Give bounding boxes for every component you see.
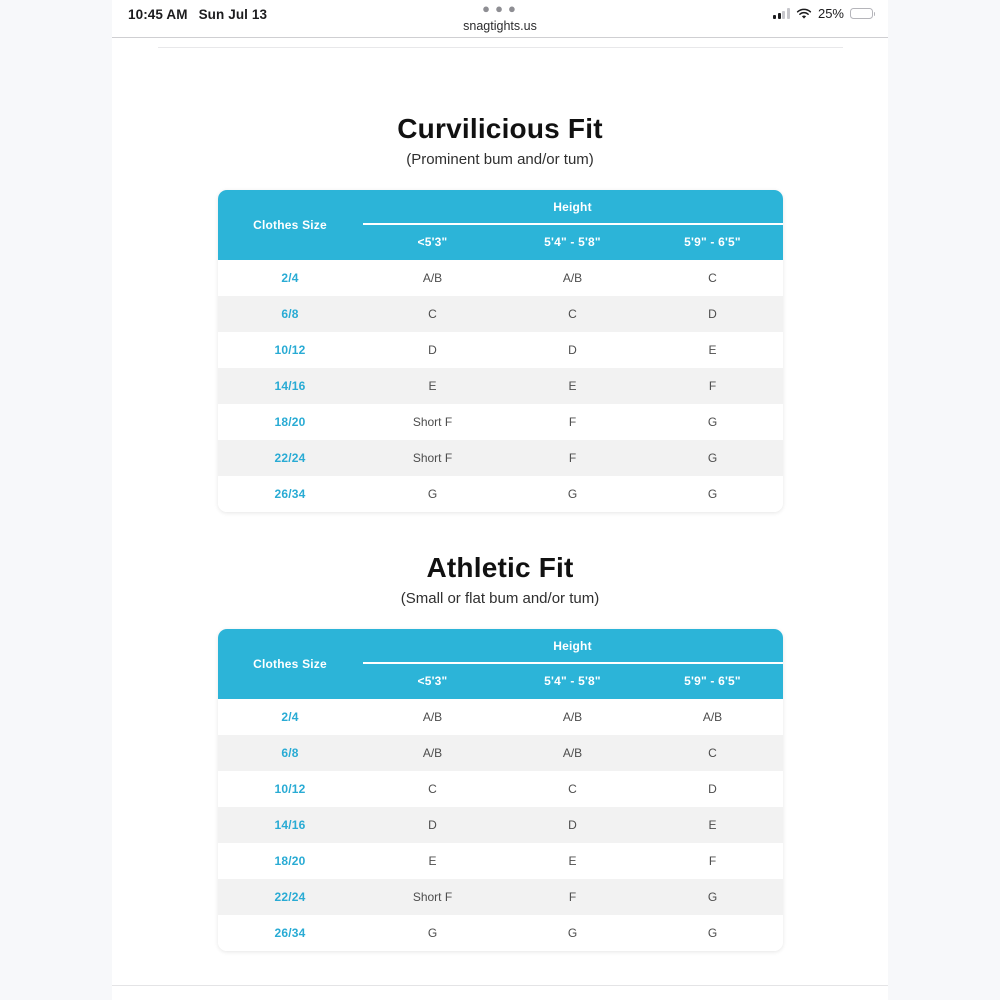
table-row <box>218 915 783 951</box>
cup-size-cell: Short F <box>412 890 453 904</box>
cup-size-cell: G <box>567 487 578 501</box>
cup-size-cell: F <box>568 890 577 904</box>
height-range-header: 5'9" - 6'5" <box>684 674 741 689</box>
status-date: Sun Jul 13 <box>198 7 268 22</box>
size-guide-sections <box>112 114 888 951</box>
cup-size-cell: F <box>708 854 717 868</box>
table-row <box>218 735 783 771</box>
battery-icon <box>850 8 875 19</box>
cup-size-cell: A/B <box>422 271 443 285</box>
table-row <box>218 260 783 296</box>
cup-size-cell: Short F <box>412 451 453 465</box>
size-table <box>218 190 783 512</box>
cup-size-cell: A/B <box>562 746 583 760</box>
cup-size-cell: D <box>428 343 437 357</box>
clothes-size-cell: 2/4 <box>281 271 299 285</box>
cup-size-cell: F <box>568 415 577 429</box>
content-top-divider <box>158 47 843 48</box>
cup-size-cell: Short F <box>412 415 453 429</box>
tab-overflow-dots-icon[interactable]: ● ● ● <box>482 1 518 16</box>
clothes-size-header: Clothes Size <box>253 657 327 671</box>
clothes-size-cell: 22/24 <box>274 890 306 904</box>
clothes-size-cell: 10/12 <box>274 782 306 796</box>
cup-size-cell: D <box>708 782 717 796</box>
cup-size-cell: D <box>568 343 577 357</box>
cup-size-cell: E <box>428 379 437 393</box>
fit-subtitle: (Prominent bum and/or tum) <box>406 151 594 168</box>
size-table <box>218 629 783 951</box>
cup-size-cell: C <box>428 782 437 796</box>
cup-size-cell: E <box>428 854 437 868</box>
table-body <box>218 699 783 951</box>
table-row <box>218 296 783 332</box>
cup-size-cell: E <box>568 854 577 868</box>
cup-size-cell: C <box>708 746 717 760</box>
cup-size-cell: D <box>428 818 437 832</box>
fit-section-athletic <box>112 553 888 951</box>
fit-title: Athletic Fit <box>426 552 574 583</box>
cup-size-cell: E <box>708 343 717 357</box>
height-header-group <box>363 629 783 699</box>
cup-size-cell: A/B <box>562 710 583 724</box>
clothes-size-cell: 10/12 <box>274 343 306 357</box>
clothes-size-cell: 26/34 <box>274 926 306 940</box>
status-icons <box>773 6 875 21</box>
height-header: Height <box>553 638 592 653</box>
cup-size-cell: F <box>568 451 577 465</box>
clothes-size-cell: 26/34 <box>274 487 306 501</box>
cup-size-cell: G <box>427 926 438 940</box>
table-header <box>218 190 783 260</box>
clothes-size-cell: 18/20 <box>274 415 306 429</box>
table-row <box>218 699 783 735</box>
cup-size-cell: A/B <box>702 710 723 724</box>
clothes-size-cell: 14/16 <box>274 818 306 832</box>
table-row <box>218 368 783 404</box>
height-range-header: <5'3" <box>417 674 448 689</box>
clothes-size-cell: 6/8 <box>281 746 299 760</box>
clothes-size-cell: 14/16 <box>274 379 306 393</box>
table-row <box>218 807 783 843</box>
fit-title: Curvilicious Fit <box>397 113 603 144</box>
browser-page <box>112 0 888 1000</box>
height-range-header: 5'4" - 5'8" <box>544 674 601 689</box>
clothes-size-cell: 2/4 <box>281 710 299 724</box>
cup-size-cell: G <box>567 926 578 940</box>
height-range-header: 5'4" - 5'8" <box>544 235 601 250</box>
cup-size-cell: G <box>707 487 718 501</box>
table-row <box>218 771 783 807</box>
cup-size-cell: E <box>568 379 577 393</box>
table-row <box>218 332 783 368</box>
cellular-signal-icon <box>773 8 790 19</box>
cup-size-cell: G <box>707 451 718 465</box>
clothes-size-cell: 18/20 <box>274 854 306 868</box>
table-row <box>218 879 783 915</box>
status-bar <box>112 0 888 38</box>
cup-size-cell: A/B <box>422 710 443 724</box>
cup-size-cell: G <box>707 926 718 940</box>
table-row <box>218 440 783 476</box>
cup-size-cell: G <box>427 487 438 501</box>
cup-size-cell: G <box>707 415 718 429</box>
clothes-size-cell: 22/24 <box>274 451 306 465</box>
address-bar-domain[interactable]: snagtights.us <box>463 19 537 33</box>
cup-size-cell: C <box>568 307 577 321</box>
table-row <box>218 843 783 879</box>
table-body <box>218 260 783 512</box>
height-range-headers <box>363 664 783 700</box>
fit-subtitle: (Small or flat bum and/or tum) <box>400 590 600 607</box>
table-row <box>218 404 783 440</box>
cup-size-cell: A/B <box>562 271 583 285</box>
cup-size-cell: G <box>707 890 718 904</box>
cup-size-cell: C <box>568 782 577 796</box>
cup-size-cell: D <box>708 307 717 321</box>
clothes-size-header: Clothes Size <box>253 218 327 232</box>
cup-size-cell: F <box>708 379 717 393</box>
status-time: 10:45 AM <box>128 7 188 22</box>
clothes-size-cell: 6/8 <box>281 307 299 321</box>
cup-size-cell: D <box>568 818 577 832</box>
content-bottom-divider <box>112 985 888 986</box>
height-range-header: 5'9" - 6'5" <box>684 235 741 250</box>
cup-size-cell: C <box>708 271 717 285</box>
table-row <box>218 476 783 512</box>
fit-section-curvilicious <box>112 114 888 512</box>
height-header-group <box>363 190 783 260</box>
wifi-icon <box>796 8 812 20</box>
cup-size-cell: A/B <box>422 746 443 760</box>
cup-size-cell: E <box>708 818 717 832</box>
height-header: Height <box>553 199 592 214</box>
height-range-headers <box>363 225 783 261</box>
table-header <box>218 629 783 699</box>
cup-size-cell: C <box>428 307 437 321</box>
battery-percent: 25% <box>817 6 844 21</box>
height-range-header: <5'3" <box>417 235 448 250</box>
